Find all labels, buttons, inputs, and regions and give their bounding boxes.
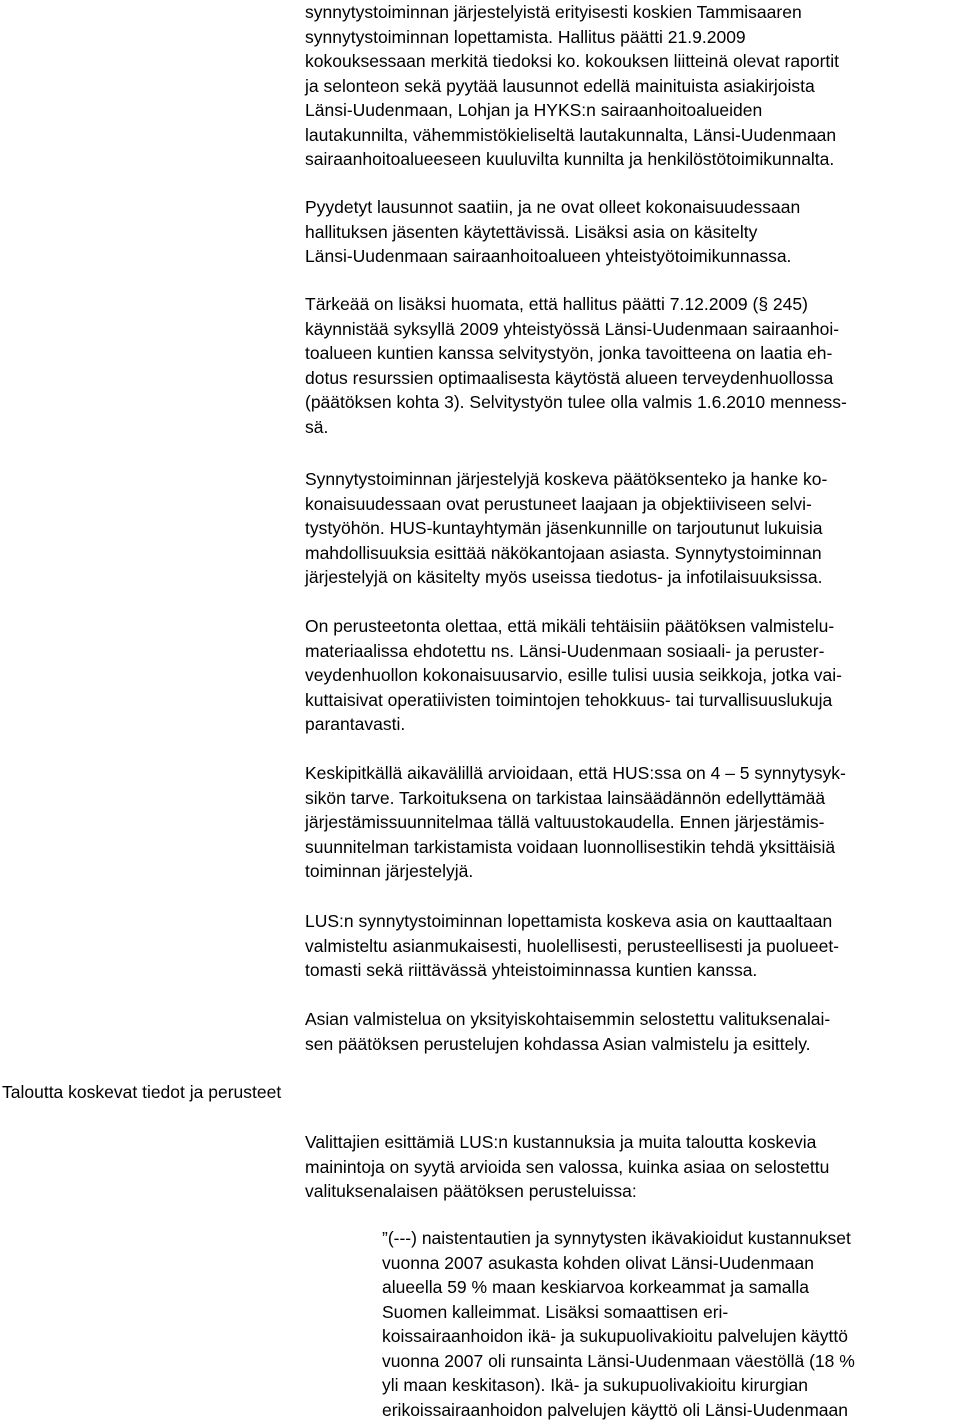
text-line: lautakunnilta, vähemmistökieliseltä lautakunnalta, Länsi-Uudenmaan: [305, 124, 837, 145]
text-line: suunnitelman tarkistamista voidaan luonnollisestikin tehdä yksittäisiä: [305, 836, 836, 857]
text-line: järjestelyjä on käsitelty myös useissa tiedotus- ja infotilaisuuksissa.: [305, 567, 823, 587]
text-line: On perusteetonta olettaa, että mikäli tehtäisiin päätöksen valmistelu-: [305, 616, 835, 636]
block-quote: [382, 1226, 957, 1422]
text-line: mahdollisuuksia esittää näkökantojaan asiasta. Synnytystoiminnan: [305, 542, 822, 563]
quote-line: vuonna 2007 asukasta kohden olivat Länsi-Uudenmaan: [382, 1252, 814, 1273]
paragraph: [305, 761, 953, 884]
text-line: synnytystoiminnan järjestelyistä erityisesti koskien Tammisaaren: [305, 2, 802, 22]
quote-line: ”(---) naistentautien ja synnytysten ikävakioidut kustannukset: [382, 1228, 851, 1248]
text-line: valmisteltu asianmukaisesti, huolellisesti, perusteellisesti ja puolueet-: [305, 935, 840, 956]
text-line: kuttaisivat operatiivisten toimintojen tehokkuus- tai turvallisuuslukuja: [305, 689, 833, 710]
text-line: sä.: [305, 416, 329, 437]
quote-line: vuonna 2007 oli runsainta Länsi-Uudenmaan väestöllä (18 %: [382, 1350, 855, 1371]
paragraph: [305, 0, 953, 172]
text-line: veydenhuollon kokonaisuusarvio, esille tulisi uusia seikkoja, jotka vai-: [305, 665, 842, 685]
text-line: materiaalissa ehdotettu ns. Länsi-Uudenmaan sosiaali- ja peruster-: [305, 640, 825, 661]
paragraph: [305, 292, 953, 439]
text-line: konaisuudessaan ovat perustuneet laajaan ja objektiiviseen selvi-: [305, 493, 812, 514]
text-line: valituksenalaisen päätöksen perusteluissa:: [305, 1181, 637, 1201]
text-line: LUS:n synnytystoiminnan lopettamista koskeva asia on kauttaaltaan: [305, 911, 833, 931]
text-line: dotus resurssien optimaalisesta käytöstä alueen terveydenhuollossa: [305, 367, 834, 388]
text-line: mainintoja on syytä arvioida sen valossa, kuinka asiaa on selostettu: [305, 1156, 830, 1177]
text-line: Keskipitkällä aikavälillä arvioidaan, että HUS:ssa on 4 – 5 synnytysyk-: [305, 763, 846, 783]
text-line: käynnistää syksyllä 2009 yhteistyössä Länsi-Uudenmaan sairaanhoi-: [305, 318, 840, 339]
paragraph: [305, 195, 953, 269]
text-line: tystyöhön. HUS-kuntayhtymän jäsenkunnille on tarjoutunut lukuisia: [305, 518, 823, 538]
text-line: kokouksessaan merkitä tiedoksi ko. kokouksen liitteinä olevat raportit: [305, 51, 840, 71]
paragraph: [305, 1007, 953, 1056]
text-line: Länsi-Uudenmaan sairaanhoitoalueen yhteistyötoimikunnassa.: [305, 246, 792, 266]
text-line: Valittajien esittämiä LUS:n kustannuksia ja muita taloutta koskevia: [305, 1132, 817, 1152]
quote-line: koissairaanhoidon ikä- ja sukupuolivakioitu palvelujen käyttö: [382, 1326, 848, 1346]
paragraph: [305, 614, 953, 737]
text-line: parantavasti.: [305, 714, 406, 734]
text-line: sairaanhoitoalueeseen kuuluvilta kunnilta ja henkilöstötoimikunnalta.: [305, 149, 835, 169]
text-line: hallituksen jäsenten käytettävissä. Lisäksi asia on käsitelty: [305, 221, 758, 242]
text-line: ja selonteon sekä pyytää lausunnot edellä mainituista asiakirjoista: [305, 75, 815, 96]
text-line: Tärkeää on lisäksi huomata, että hallitus päätti 7.12.2009 (§ 245): [305, 294, 808, 314]
text-line: järjestämissuunnitelmaa tällä valtuustokaudella. Ennen järjestämis-: [305, 812, 825, 832]
text-line: tomasti sekä riittävässä yhteistoiminnassa kuntien kanssa.: [305, 960, 758, 980]
quote-line: Suomen kalleimmat. Lisäksi somaattisen eri-: [382, 1301, 729, 1322]
quote-line: alueella 59 % maan keskiarvoa korkeammat ja samalla: [382, 1277, 810, 1297]
text-line: Asian valmistelua on yksityiskohtaisemmin selostettu valituksenalai-: [305, 1009, 831, 1029]
paragraph: [305, 1130, 953, 1204]
paragraph: [305, 467, 953, 590]
text-line: Länsi-Uudenmaan, Lohjan ja HYKS:n sairaanhoitoalueiden: [305, 100, 763, 120]
text-line: Pyydetyt lausunnot saatiin, ja ne ovat olleet kokonaisuudessaan: [305, 197, 801, 217]
quote-line: yli maan keskitason). Ikä- ja sukupuolivakioitu kirurgian: [382, 1375, 809, 1395]
text-line: (päätöksen kohta 3). Selvitystyön tulee olla valmis 1.6.2010 menness-: [305, 392, 847, 412]
quote-line: erikoissairaanhoidon palvelujen käyttö oli Länsi-Uudenmaan: [382, 1399, 848, 1420]
text-line: Synnytystoiminnan järjestelyjä koskeva päätöksenteko ja hanke ko-: [305, 469, 828, 489]
text-line: sikön tarve. Tarkoituksena on tarkistaa lainsäädännön edellyttämää: [305, 787, 826, 808]
text-line: toiminnan järjestelyjä.: [305, 861, 474, 881]
text-line: sen päätöksen perustelujen kohdassa Asian valmistelu ja esittely.: [305, 1033, 811, 1054]
side-heading: Taloutta koskevat tiedot ja perusteet: [2, 1082, 282, 1102]
paragraph: [305, 909, 953, 983]
text-line: toalueen kuntien kanssa selvitystyön, jonka tavoitteena on laatia eh-: [305, 343, 833, 363]
text-line: synnytystoiminnan lopettamista. Hallitus päätti 21.9.2009: [305, 26, 746, 47]
